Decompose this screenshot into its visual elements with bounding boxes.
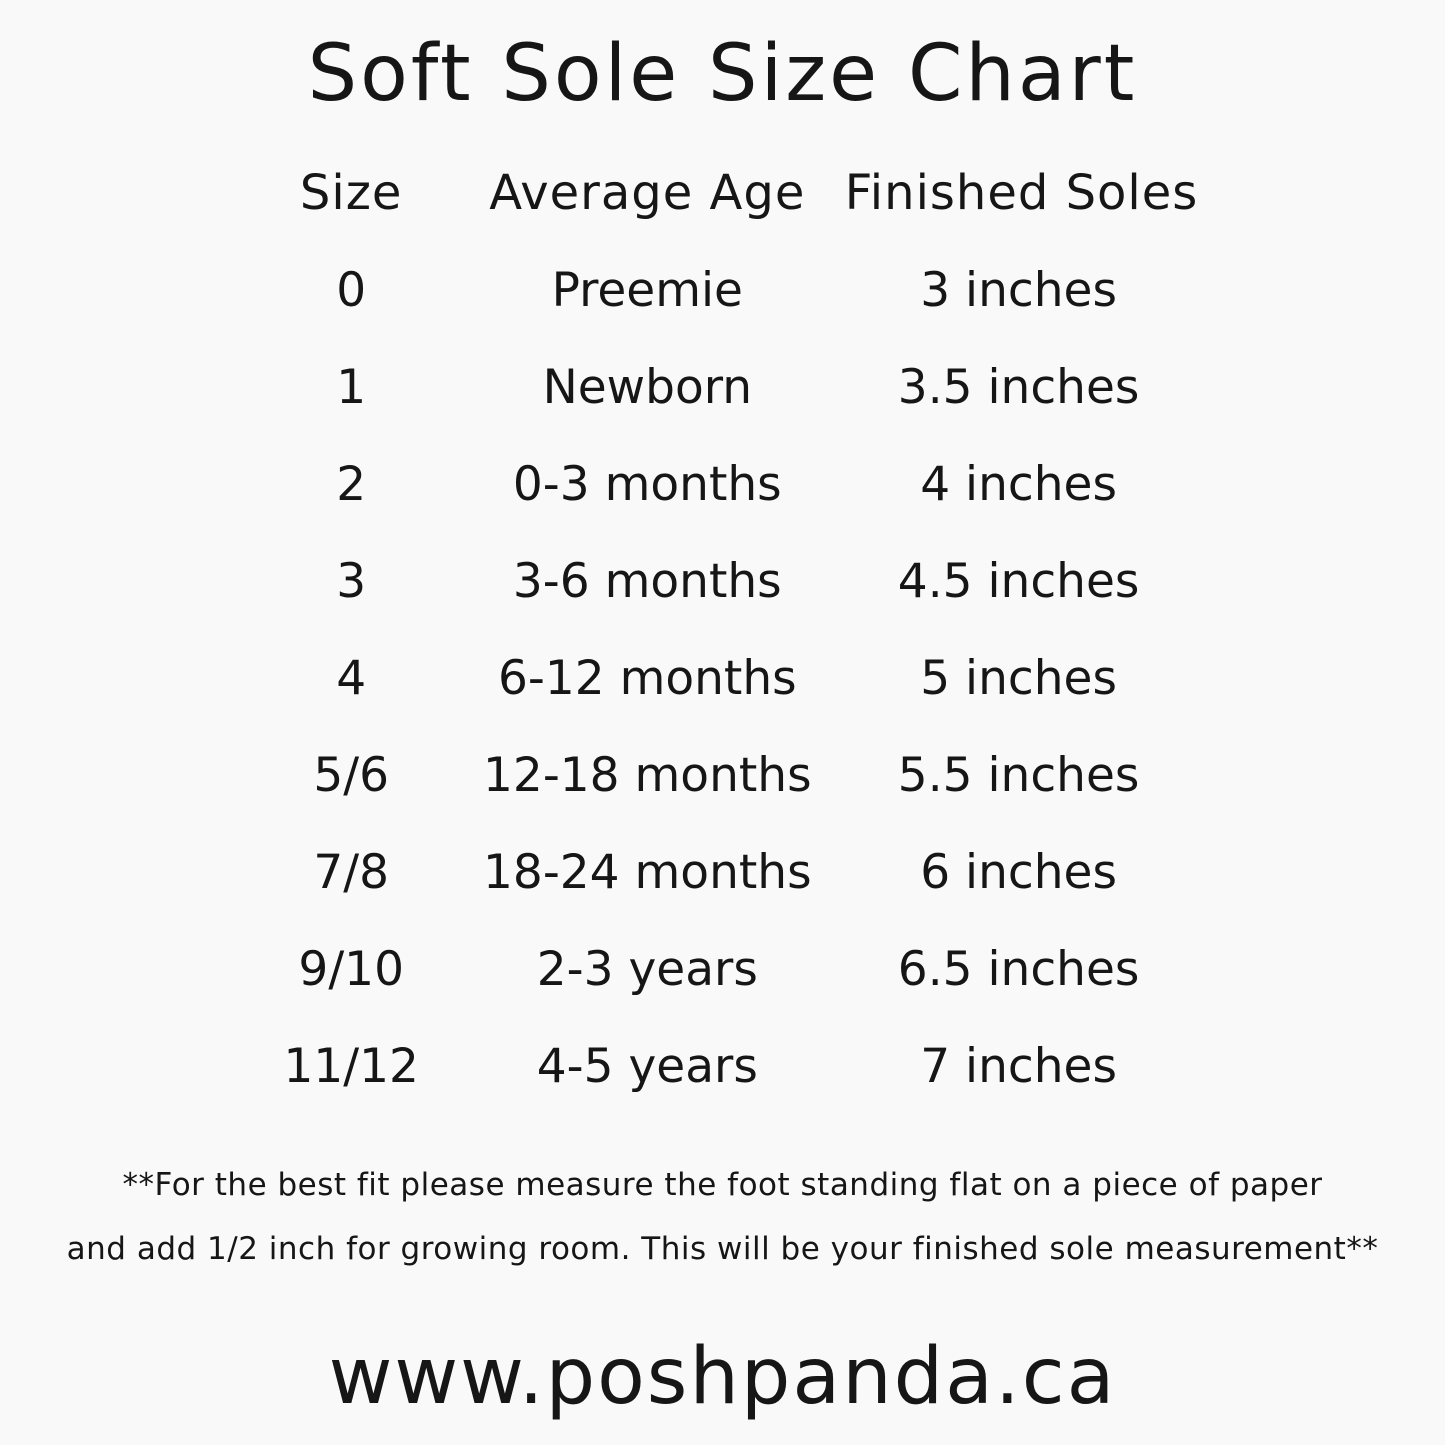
age-cell: 6-12 months — [497, 651, 797, 706]
age-cell: 2-3 years — [536, 942, 758, 997]
page-title: Soft Sole Size Chart — [307, 29, 1138, 119]
sole-cell: 4.5 inches — [897, 554, 1140, 609]
size-cell: 11/12 — [283, 1039, 419, 1094]
measurement-note-line2: and add 1/2 inch for growing room. This will be your finished sole measurement** — [66, 1231, 1379, 1267]
age-cell: Newborn — [542, 360, 752, 415]
table-row — [253, 339, 1193, 436]
sole-cell: 5 inches — [920, 651, 1117, 706]
website-url: www.poshpanda.ca — [328, 1332, 1117, 1422]
table-row — [253, 824, 1193, 921]
column-header-size: Size — [299, 165, 403, 221]
size-cell: 5/6 — [313, 748, 390, 803]
age-cell: Preemie — [551, 263, 743, 318]
column-header-finished-soles: Finished Soles — [844, 165, 1199, 221]
age-cell: 18-24 months — [483, 845, 812, 900]
table-row — [253, 436, 1193, 533]
measurement-note-line1: **For the best fit please measure the foot standing flat on a piece of paper — [122, 1167, 1323, 1203]
table-row — [253, 727, 1193, 824]
size-cell: 2 — [336, 457, 367, 512]
size-cell: 0 — [336, 263, 367, 318]
age-cell: 4-5 years — [536, 1039, 758, 1094]
age-cell: 12-18 months — [483, 748, 812, 803]
table-row — [253, 533, 1193, 630]
sole-cell: 3 inches — [920, 263, 1117, 318]
table-row — [253, 921, 1193, 1018]
column-header-average-age: Average Age — [489, 165, 806, 221]
age-cell: 0-3 months — [512, 457, 782, 512]
size-cell: 7/8 — [313, 845, 390, 900]
measurement-note — [0, 1153, 1445, 1281]
table-row — [253, 630, 1193, 727]
table-header-row — [253, 162, 1199, 224]
sole-cell: 7 inches — [920, 1039, 1117, 1094]
size-cell: 1 — [336, 360, 367, 415]
size-cell: 4 — [336, 651, 367, 706]
age-cell: 3-6 months — [512, 554, 782, 609]
size-table — [253, 162, 1199, 1115]
sole-cell: 5.5 inches — [897, 748, 1140, 803]
table-row — [253, 242, 1193, 339]
table-body — [253, 242, 1193, 1115]
table-row — [253, 1018, 1193, 1115]
size-cell: 3 — [336, 554, 367, 609]
sole-cell: 3.5 inches — [897, 360, 1140, 415]
sole-cell: 4 inches — [920, 457, 1117, 512]
size-cell: 9/10 — [298, 942, 404, 997]
sole-cell: 6.5 inches — [897, 942, 1140, 997]
sole-cell: 6 inches — [920, 845, 1117, 900]
